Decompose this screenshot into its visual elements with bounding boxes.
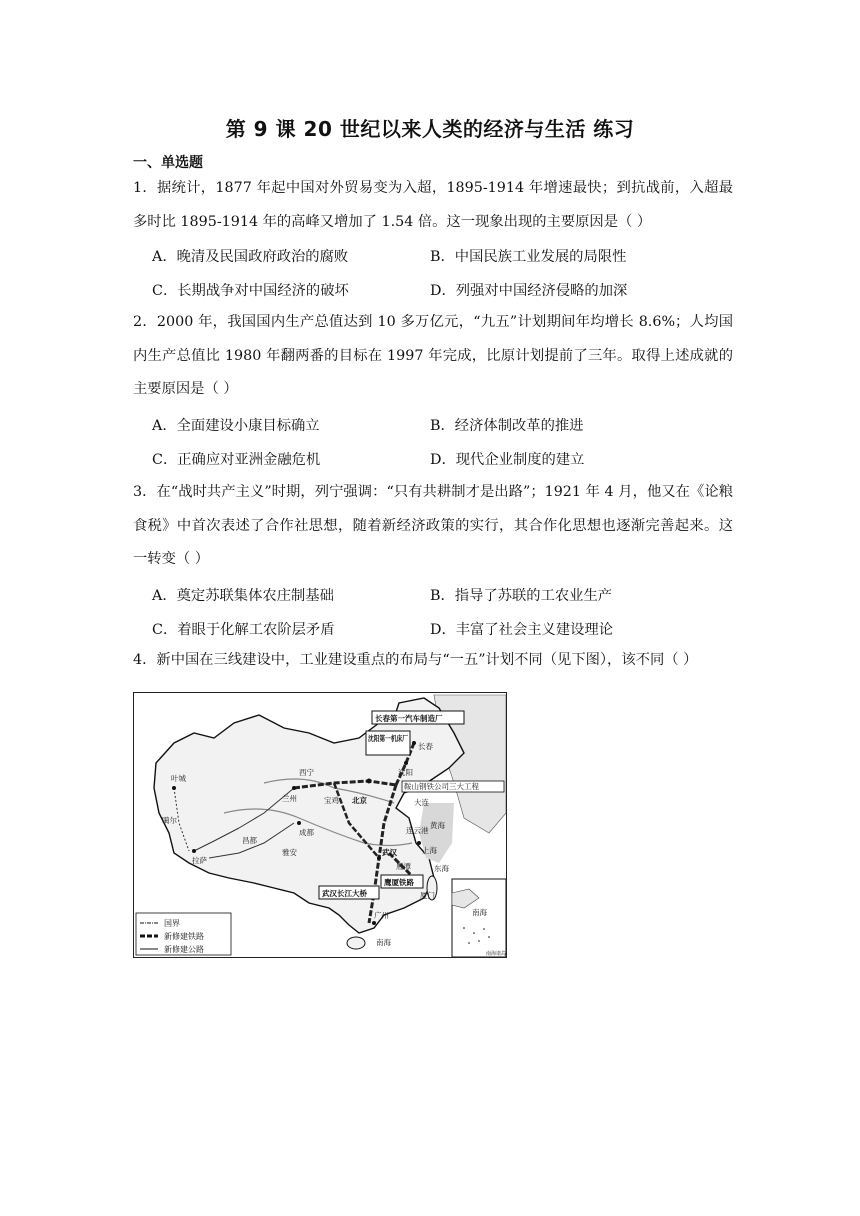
sea-label: 南海 [376, 938, 391, 947]
inset-caption: 南海诸岛 [486, 951, 506, 957]
map-figure [133, 692, 507, 958]
q1-option-a[interactable]: A．晚清及民国政府政治的腐败 [152, 249, 349, 265]
china-outline [154, 698, 464, 933]
hainan-island [347, 937, 365, 949]
sea-label: 东海 [434, 864, 449, 873]
q2-option-b[interactable]: B．经济体制改革的推进 [430, 418, 584, 434]
city-label: 广州 [374, 911, 389, 920]
city-label: 噶尔 [162, 816, 177, 825]
city-label: 鹰潭 [396, 862, 411, 871]
q1-option-c[interactable]: C．长期战争对中国经济的破坏 [152, 283, 349, 299]
page-title: 第 9 课 20 世纪以来人类的经济与生活 练习 [225, 117, 635, 141]
china-map [134, 693, 506, 957]
city-label: 拉萨 [192, 856, 207, 865]
map-box-label: 长春第一汽车制造厂 [375, 714, 443, 723]
legend-item: 新修建铁路 [164, 932, 204, 941]
city-label: 沈阳 [398, 768, 413, 777]
q2-option-d[interactable]: D．现代企业制度的建立 [430, 452, 585, 468]
question-2-stem: 2．2000 年，我国国内生产总值达到 10 多万亿元，“九五”计划期间年均增长 8.6%；人均国内生产总值比 1980 年翻两番的目标在 1997 年完成，比原计划提前了三年。取得上述成就的主要原因是（ ） [133, 314, 733, 397]
map-box-label: 鹰厦铁路 [384, 878, 414, 887]
question-4-stem: 4．新中国在三线建设中，工业建设重点的布局与“一五”计划不同（见下图），该不同（ ） [133, 652, 698, 668]
q1-option-b[interactable]: B．中国民族工业发展的局限性 [430, 249, 627, 265]
question-3-stem: 3．在“战时共产主义”时期，列宁强调：“只有共耕制才是出路”；1921 年 4 月，他又在《论粮食税》中首次表述了合作社思想，随着新经济政策的实行，其合作化思想也逐渐完善起来。这一转变（ ） [133, 484, 733, 567]
legend-item: 国界 [164, 919, 180, 928]
south-sea-inset [452, 879, 506, 957]
city-label: 厦门 [420, 891, 435, 900]
q1-option-d[interactable]: D．列强对中国经济侵略的加深 [430, 283, 628, 299]
q3-option-b[interactable]: B．指导了苏联的工农业生产 [430, 588, 613, 604]
city-label: 武汉 [382, 848, 397, 857]
city-label: 叶城 [171, 774, 186, 783]
city-label: 北京 [352, 796, 367, 805]
city-label: 上海 [422, 846, 437, 855]
q2-option-a[interactable]: A．全面建设小康目标确立 [152, 418, 320, 434]
section-heading: 一、单选题 [133, 155, 203, 171]
q3-option-c[interactable]: C．着眼于化解工农阶层矛盾 [152, 622, 335, 638]
city-label: 昌都 [242, 836, 257, 845]
map-box-label: 武汉长江大桥 [322, 889, 367, 898]
city-label: 大连 [414, 798, 429, 807]
city-label: 长春 [418, 742, 433, 751]
q2-option-c[interactable]: C．正确应对亚洲金融危机 [152, 452, 321, 468]
q3-option-a[interactable]: A．奠定苏联集体农庄制基础 [152, 588, 334, 604]
inset-sea-label: 南海 [472, 908, 487, 917]
question-1-stem: 1．据统计，1877 年起中国对外贸易变为入超，1895-1914 年增速最快；到抗战前，入超最多时比 1895-1914 年的高峰又增加了 1.54 倍。这一现象出现的主要原因是（ ） [133, 180, 733, 230]
legend-item: 新修建公路 [164, 945, 204, 954]
city-label: 西宁 [299, 768, 314, 777]
city-label: 雅安 [282, 848, 297, 857]
city-label: 兰州 [282, 794, 297, 803]
sea-label: 黄海 [430, 821, 445, 830]
city-label: 连云港 [406, 826, 429, 835]
map-box-label: 鞍山钢铁公司三大工程 [404, 782, 479, 791]
q3-option-d[interactable]: D．丰富了社会主义建设理论 [430, 622, 614, 638]
city-label: 成都 [299, 828, 314, 837]
city-label: 宝鸡 [324, 796, 339, 805]
map-box-label: 沈阳第一机床厂 [368, 734, 421, 743]
